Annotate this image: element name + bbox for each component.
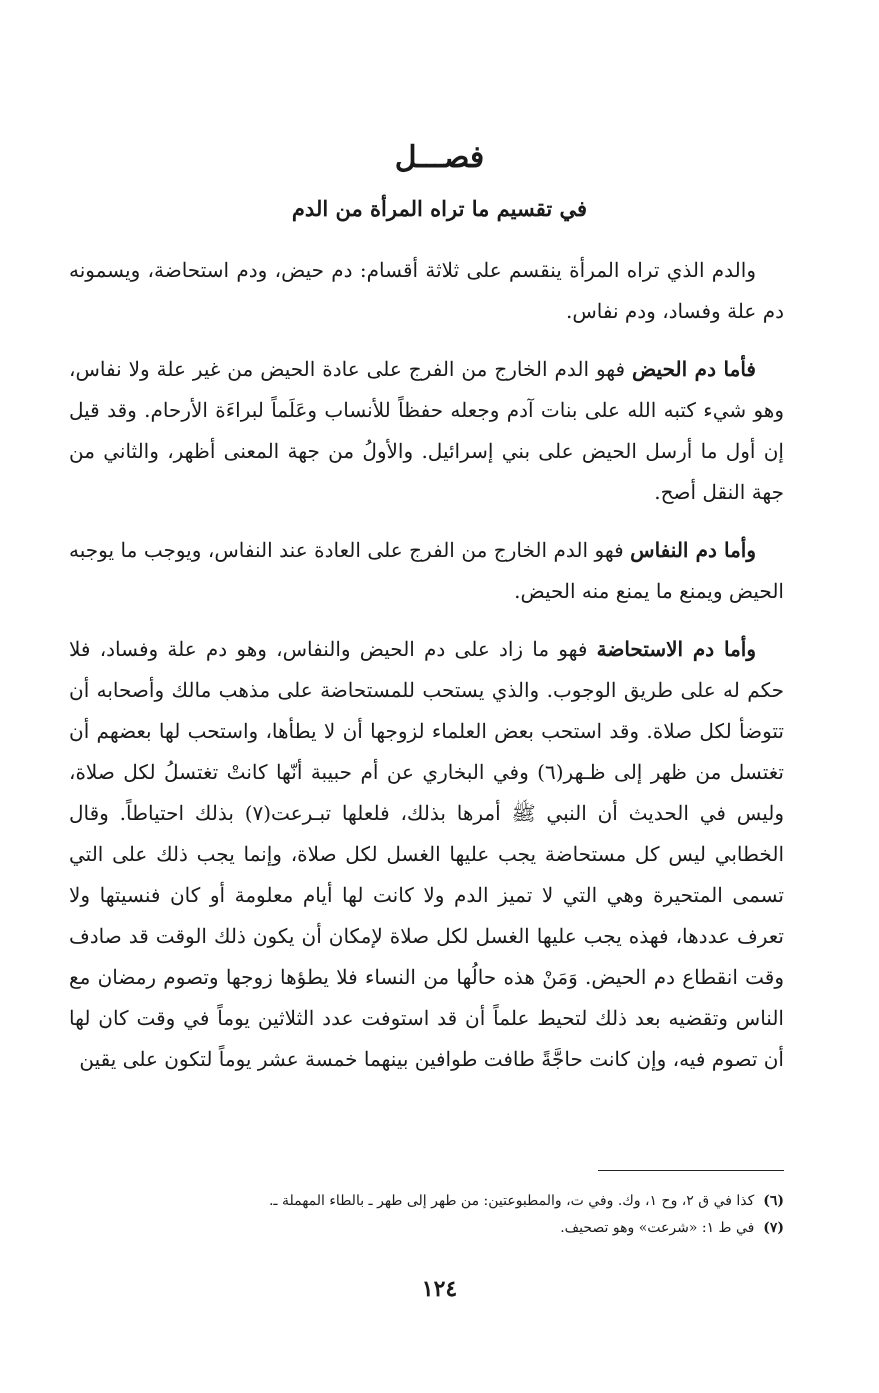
paragraph-intro <box>69 250 784 332</box>
footnote-divider <box>598 1170 784 1171</box>
paragraph-text: والدم الذي تراه المرأة ينقسم على ثلاثة أقسام: دم حيض، ودم استحاضة، ويسمونه دم علة وفساد، ودم نفاس. <box>69 258 784 323</box>
paragraph-text: فهو ما زاد على دم الحيض والنفاس، وهو دم علة وفساد، فلا حكم له على طريق الوجوب. والذي يستحب للمستحاضة على مذهب مالك وأصحابه أن تتوضأ لكل صلاة. وقد استحب بعض العلماء لزوجها أن لا يطأها، واستحب لها بعضهم أن تغتسل من ظهر إلى ظـهر(٦) وفي البخاري عن أم حبيبة أنّها كانتْ تغتسلُ لكل صلاة، وليس في الحديث أن النبي ﷺ أمرها بذلك، فلعلها تبـرعت(٧) بذلك احتياطاً. وقال الخطابي ليس كل مستحاضة يجب عليها الغسل لكل صلاة، وإنما يجب ذلك على التي تسمى المتحيرة وهي التي لا تميز الدم ولا كانت لها أيام معلومة أو كان فنسيتها ولا تعرف عددها، فهذه يجب عليها الغسل لكل صلاة لإمكان أن يكون ذلك الوقت قد صادف وقت انقطاع دم الحيض. وَمَنْ هذه حالُها من النساء فلا يطؤها زوجها وتصوم رمضان مع الناس وتقضيه بعد ذلك لتحيط علماً أن قد استوفت عدد الثلاثين يوماً في وقت كان لها أن تصوم فيه، وإن كانت حاجَّةً طافت طوافين بينهما خمسة عشر يوماً لتكون على يقين <box>69 637 785 1071</box>
footnote <box>69 1215 784 1242</box>
body-text <box>69 250 784 1097</box>
page-number: ١٢٤ <box>421 1276 458 1302</box>
footnote-text: في ط ١: «شرعت» وهو تصحيف. <box>560 1220 755 1236</box>
paragraph-text: فهو الدم الخارج من الفرج على العادة عند النفاس، ويوجب ما يوجبه الحيض ويمنع ما يمنع منه الحيض. <box>69 538 784 603</box>
section-title: فصـــل <box>394 140 485 175</box>
footnote-number: (٦) <box>763 1193 784 1209</box>
footnote-text: كذا في ق ٢، وح ١، وك. وفي ت، والمطبوعتين: من طهر إلى طهر ـ بالطاء المهملة ـ. <box>268 1193 755 1209</box>
paragraph-hayd <box>69 349 784 513</box>
footnote <box>69 1188 784 1215</box>
paragraph-term: فأما دم الحيض <box>632 357 756 381</box>
paragraph-istihada <box>69 629 784 1080</box>
footnote-number: (٧) <box>763 1220 784 1236</box>
paragraph-text: فهو الدم الخارج من الفرج على عادة الحيض من غير علة ولا نفاس، وهو شيء كتبه الله على بنات آدم وجعله حفظاً للأنساب وعَلَماً لبراءَة الأرحام. وقد قيل إن أول ما أرسل الحيض على بني إسرائيل. والأولُ من جهة المعنى أظهر، والثاني من جهة النقل أصح. <box>69 357 784 504</box>
footnotes <box>69 1188 784 1242</box>
section-subtitle: في تقسيم ما تراه المرأة من الدم <box>291 196 588 221</box>
paragraph-term: وأما دم النفاس <box>630 538 756 562</box>
paragraph-term: وأما دم الاستحاضة <box>596 637 756 661</box>
paragraph-nifas <box>69 530 784 612</box>
